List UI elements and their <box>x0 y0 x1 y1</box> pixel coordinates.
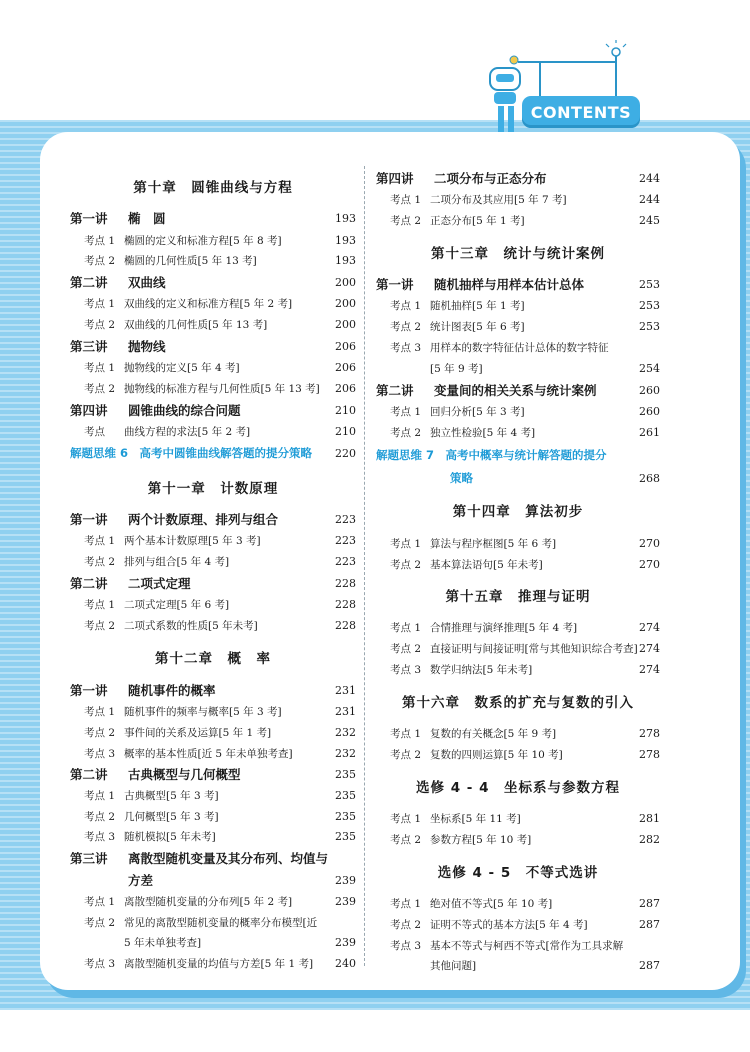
topic-title: 椭圆的定义和标准方程[5 年 8 考] <box>124 234 282 247</box>
topic-label: 考点 1 <box>84 534 116 547</box>
page-number: 245 <box>639 213 660 227</box>
topic-label: 考点 1 <box>84 297 116 310</box>
topic-title: 随机模拟[5 年未考] <box>124 830 216 843</box>
topic-entry[interactable] <box>70 357 356 377</box>
topic-label: 考点 2 <box>390 320 422 333</box>
topic-entry[interactable] <box>70 378 356 398</box>
topic-title: 基本算法语句[5 年未考] <box>430 558 543 571</box>
topic-entry[interactable] <box>70 912 356 932</box>
topic-label: 考点 1 <box>390 193 422 206</box>
topic-title: 数学归纳法[5 年未考] <box>430 663 533 676</box>
lecture-title: 圆锥曲线的综合问题 <box>128 403 241 418</box>
topic-entry[interactable] <box>70 421 356 441</box>
page-number: 235 <box>335 809 356 823</box>
lecture-label: 第四讲 <box>70 403 108 418</box>
topic-entry[interactable] <box>70 250 356 270</box>
problem-solving-title-continued: 策略 <box>450 471 473 485</box>
lecture-entry-continued[interactable] <box>70 870 356 890</box>
topic-title: 算法与程序框图[5 年 6 考] <box>430 537 557 550</box>
page-number: 260 <box>639 383 660 397</box>
page-number: 228 <box>335 576 356 590</box>
page-number: 193 <box>335 253 356 267</box>
topic-label: 考点 <box>84 425 105 438</box>
topic-entry[interactable] <box>376 554 660 574</box>
topic-title: 抛物线的标准方程与几何性质[5 年 13 考] <box>124 382 320 395</box>
lecture-label: 第一讲 <box>70 512 108 527</box>
page-number: 228 <box>335 618 356 632</box>
topic-entry[interactable] <box>70 743 356 763</box>
page-number: 223 <box>335 533 356 547</box>
lecture-title: 两个计数原理、排列与组合 <box>128 512 279 527</box>
topic-title: 二项式系数的性质[5 年未考] <box>124 619 258 632</box>
page-number: 270 <box>639 536 660 550</box>
topic-entry[interactable] <box>376 401 660 421</box>
topic-entry-continued[interactable] <box>376 955 660 975</box>
topic-title: 离散型随机变量的分布列[5 年 2 考] <box>124 895 293 908</box>
topic-title-continued: [5 年 9 考] <box>430 362 483 375</box>
page-number: 287 <box>639 917 660 931</box>
page-number: 260 <box>639 404 660 418</box>
topic-title: 回归分析[5 年 3 考] <box>430 405 525 418</box>
topic-label: 考点 1 <box>84 789 116 802</box>
topic-label: 考点 2 <box>84 382 116 395</box>
topic-label: 考点 3 <box>84 830 116 843</box>
topic-title: 基本不等式与柯西不等式[常作为工具求解 <box>430 939 624 952</box>
topic-entry[interactable] <box>376 723 660 743</box>
topic-title: 直接证明与间接证明[常与其他知识综合考查] <box>430 642 638 655</box>
chapter-title: 选修 4 - 5 不等式选讲 <box>437 865 599 881</box>
topic-title: 二项分布及其应用[5 年 7 考] <box>430 193 567 206</box>
topic-label: 考点 1 <box>390 299 422 312</box>
topic-title: 几何概型[5 年 3 考] <box>124 810 219 823</box>
topic-entry[interactable] <box>376 893 660 913</box>
topic-title: 概率的基本性质[近 5 年未单独考查] <box>124 747 293 760</box>
topic-title: 古典概型[5 年 3 考] <box>124 789 219 802</box>
page-number: 206 <box>335 381 356 395</box>
topic-label: 考点 3 <box>84 747 116 760</box>
page-number: 200 <box>335 296 356 310</box>
lecture-entry[interactable] <box>376 168 660 188</box>
topic-entry[interactable] <box>70 953 356 973</box>
lecture-title: 随机抽样与用样本估计总体 <box>434 277 585 292</box>
topic-title: 曲线方程的求法[5 年 2 考] <box>124 425 251 438</box>
lecture-entry[interactable] <box>70 848 356 868</box>
chapter-title: 第十章 圆锥曲线与方程 <box>133 180 293 196</box>
lecture-entry[interactable] <box>70 336 356 356</box>
topic-label: 考点 1 <box>84 598 116 611</box>
topic-label: 考点 3 <box>390 939 422 952</box>
lecture-label: 第二讲 <box>70 767 108 782</box>
page-number: 253 <box>639 277 660 291</box>
topic-title: 坐标系[5 年 11 考] <box>430 812 521 825</box>
topic-label: 考点 1 <box>390 537 422 550</box>
topic-entry[interactable] <box>70 314 356 334</box>
topic-entry[interactable] <box>70 530 356 550</box>
topic-label: 考点 2 <box>84 619 116 632</box>
contents-badge: CONTENTS <box>522 96 640 128</box>
page-number: 223 <box>335 512 356 526</box>
topic-entry[interactable] <box>376 189 660 209</box>
page-number: 223 <box>335 554 356 568</box>
page-number: 261 <box>639 425 660 439</box>
lecture-label: 第一讲 <box>70 683 108 698</box>
page-number: 270 <box>639 557 660 571</box>
topic-label: 考点 2 <box>84 726 116 739</box>
topic-label: 考点 1 <box>390 405 422 418</box>
page-number: 253 <box>639 319 660 333</box>
page-number: 278 <box>639 747 660 761</box>
topic-label: 考点 2 <box>84 555 116 568</box>
lecture-title: 二项分布与正态分布 <box>434 171 547 186</box>
topic-title: 用样本的数字特征估计总体的数字特征 <box>430 341 609 354</box>
page-number: 239 <box>335 894 356 908</box>
topic-label: 考点 2 <box>390 426 422 439</box>
topic-title: 合情推理与演绎推理[5 年 4 考] <box>430 621 578 634</box>
topic-entry[interactable] <box>70 293 356 313</box>
topic-label: 考点 2 <box>390 918 422 931</box>
lecture-entry[interactable] <box>376 380 660 400</box>
page-number: 235 <box>335 767 356 781</box>
topic-entry[interactable] <box>376 659 660 679</box>
topic-title: 独立性检验[5 年 4 考] <box>430 426 536 439</box>
topic-label: 考点 3 <box>390 341 422 354</box>
topic-title: 绝对值不等式[5 年 10 考] <box>430 897 553 910</box>
topic-label: 考点 2 <box>390 558 422 571</box>
chapter-title: 第十三章 统计与统计案例 <box>431 246 605 262</box>
topic-title: 双曲线的几何性质[5 年 13 考] <box>124 318 268 331</box>
lecture-entry[interactable] <box>70 764 356 784</box>
topic-entry[interactable] <box>376 295 660 315</box>
lecture-title: 二项式定理 <box>128 576 191 591</box>
page-number: 274 <box>639 641 660 655</box>
topic-title: 排列与组合[5 年 4 考] <box>124 555 230 568</box>
chapter-title: 第十二章 概 率 <box>155 651 271 667</box>
topic-label: 考点 1 <box>390 812 422 825</box>
chapter-title: 第十五章 推理与证明 <box>445 589 591 605</box>
topic-title: 正态分布[5 年 1 考] <box>430 214 525 227</box>
page-number: 254 <box>639 361 660 375</box>
topic-entry-continued[interactable] <box>70 932 356 952</box>
page-number: 274 <box>639 620 660 634</box>
page-number: 220 <box>335 446 356 460</box>
page-number: 200 <box>335 317 356 331</box>
topic-label: 考点 1 <box>390 727 422 740</box>
lecture-title: 古典概型与几何概型 <box>128 767 241 782</box>
topic-title: 双曲线的定义和标准方程[5 年 2 考] <box>124 297 293 310</box>
page-number: 231 <box>335 704 356 718</box>
topic-entry[interactable] <box>376 617 660 637</box>
page-number: 193 <box>335 211 356 225</box>
lecture-entry[interactable] <box>70 509 356 529</box>
lecture-title: 椭 圆 <box>128 211 166 226</box>
lecture-entry[interactable] <box>70 208 356 228</box>
page-number: 206 <box>335 360 356 374</box>
topic-label: 考点 2 <box>84 254 116 267</box>
lecture-title: 双曲线 <box>128 275 166 290</box>
lecture-label: 第三讲 <box>70 339 108 354</box>
topic-entry[interactable] <box>70 551 356 571</box>
topic-entry[interactable] <box>376 744 660 764</box>
topic-entry[interactable] <box>376 829 660 849</box>
topic-entry[interactable] <box>70 230 356 250</box>
bottom-margin <box>0 1010 750 1052</box>
problem-solving-entry[interactable] <box>70 443 356 463</box>
topic-title: 两个基本计数原理[5 年 3 考] <box>124 534 261 547</box>
page-number: 287 <box>639 958 660 972</box>
chapter-title: 选修 4 - 4 坐标系与参数方程 <box>416 780 620 796</box>
page-number: 244 <box>639 192 660 206</box>
topic-label: 考点 1 <box>84 361 116 374</box>
topic-entry[interactable] <box>70 891 356 911</box>
topic-entry[interactable] <box>376 210 660 230</box>
topic-label: 考点 2 <box>390 833 422 846</box>
lecture-label: 第三讲 <box>70 851 108 866</box>
topic-title: 常见的离散型随机变量的概率分布模型[近 <box>124 916 318 929</box>
page-number: 268 <box>639 471 660 485</box>
topic-entry[interactable] <box>70 806 356 826</box>
topic-label: 考点 3 <box>390 663 422 676</box>
lecture-title: 抛物线 <box>128 339 166 354</box>
page-number: 193 <box>335 233 356 247</box>
topic-label: 考点 2 <box>84 810 116 823</box>
topic-entry[interactable] <box>70 826 356 846</box>
topic-title-continued: 其他问题] <box>430 959 477 972</box>
lecture-title: 离散型随机变量及其分布列、均值与 <box>128 851 329 866</box>
page-number: 232 <box>335 725 356 739</box>
page-number: 231 <box>335 683 356 697</box>
topic-title: 参数方程[5 年 10 考] <box>430 833 532 846</box>
topic-entry[interactable] <box>70 701 356 721</box>
problem-solving-entry-continued[interactable] <box>376 468 660 488</box>
page-number: 239 <box>335 935 356 949</box>
topic-title-continued: 5 年未单独考查] <box>124 936 202 949</box>
topic-title: 证明不等式的基本方法[5 年 4 考] <box>430 918 588 931</box>
topic-entry-continued[interactable] <box>376 358 660 378</box>
lecture-label: 第一讲 <box>70 211 108 226</box>
topic-entry[interactable] <box>376 422 660 442</box>
page-number: 253 <box>639 298 660 312</box>
topic-entry[interactable] <box>376 337 660 357</box>
lecture-title: 变量间的相关关系与统计案例 <box>434 383 597 398</box>
topic-entry[interactable] <box>70 615 356 635</box>
chapter-title: 第十六章 数系的扩充与复数的引入 <box>402 695 634 711</box>
topic-title: 椭圆的几何性质[5 年 13 考] <box>124 254 257 267</box>
topic-label: 考点 2 <box>390 748 422 761</box>
page-number: 240 <box>335 956 356 970</box>
page-number: 282 <box>639 832 660 846</box>
lecture-label: 第二讲 <box>70 576 108 591</box>
topic-entry[interactable] <box>376 935 660 955</box>
lecture-entry[interactable] <box>70 573 356 593</box>
lecture-label: 第四讲 <box>376 171 414 186</box>
topic-title: 复数的有关概念[5 年 9 考] <box>430 727 557 740</box>
topic-title: 抛物线的定义[5 年 4 考] <box>124 361 240 374</box>
page-number: 244 <box>639 171 660 185</box>
topic-title: 随机事件的频率与概率[5 年 3 考] <box>124 705 282 718</box>
topic-entry[interactable] <box>376 638 660 658</box>
page-number: 200 <box>335 275 356 289</box>
topic-label: 考点 2 <box>84 318 116 331</box>
chapter-title: 第十四章 算法初步 <box>452 504 584 520</box>
lecture-title: 随机事件的概率 <box>128 683 216 698</box>
page-number: 281 <box>639 811 660 825</box>
page-number: 210 <box>335 424 356 438</box>
topic-entry[interactable] <box>376 914 660 934</box>
problem-solving-title: 解题思维 7 高考中概率与统计解答题的提分 <box>376 448 607 462</box>
page-number: 232 <box>335 746 356 760</box>
topic-label: 考点 2 <box>84 916 116 929</box>
page-number: 278 <box>639 726 660 740</box>
lecture-entry[interactable] <box>376 274 660 294</box>
topic-label: 考点 2 <box>390 214 422 227</box>
page-number: 206 <box>335 339 356 353</box>
page-number: 210 <box>335 403 356 417</box>
lecture-entry[interactable] <box>70 400 356 420</box>
topic-entry[interactable] <box>376 316 660 336</box>
topic-entry[interactable] <box>376 808 660 828</box>
chapter-title: 第十一章 计数原理 <box>147 481 279 497</box>
topic-title: 离散型随机变量的均值与方差[5 年 1 考] <box>124 957 314 970</box>
page-number: 228 <box>335 597 356 611</box>
topic-title: 事件间的关系及运算[5 年 1 考] <box>124 726 272 739</box>
topic-label: 考点 1 <box>84 234 116 247</box>
page-number: 235 <box>335 788 356 802</box>
topic-label: 考点 2 <box>390 642 422 655</box>
topic-entry[interactable] <box>70 785 356 805</box>
column-divider <box>364 166 365 966</box>
page-number: 235 <box>335 829 356 843</box>
topic-label: 考点 1 <box>84 705 116 718</box>
topic-entry[interactable] <box>376 533 660 553</box>
topic-entry[interactable] <box>70 594 356 614</box>
lecture-label: 第二讲 <box>376 383 414 398</box>
lecture-label: 第一讲 <box>376 277 414 292</box>
topic-label: 考点 1 <box>390 621 422 634</box>
lecture-entry[interactable] <box>70 272 356 292</box>
page-number: 287 <box>639 896 660 910</box>
problem-solving-title: 解题思维 6 高考中圆锥曲线解答题的提分策略 <box>70 446 313 460</box>
lecture-title-continued: 方差 <box>128 873 154 888</box>
page-number: 274 <box>639 662 660 676</box>
topic-label: 考点 3 <box>84 957 116 970</box>
topic-title: 二项式定理[5 年 6 考] <box>124 598 230 611</box>
lecture-entry[interactable] <box>70 680 356 700</box>
topic-title: 随机抽样[5 年 1 考] <box>430 299 525 312</box>
page-number: 239 <box>335 873 356 887</box>
lecture-label: 第二讲 <box>70 275 108 290</box>
topic-title: 统计图表[5 年 6 考] <box>430 320 525 333</box>
topic-label: 考点 1 <box>84 895 116 908</box>
topic-label: 考点 1 <box>390 897 422 910</box>
topic-title: 复数的四则运算[5 年 10 考] <box>430 748 563 761</box>
problem-solving-entry[interactable] <box>376 445 660 465</box>
topic-entry[interactable] <box>70 722 356 742</box>
